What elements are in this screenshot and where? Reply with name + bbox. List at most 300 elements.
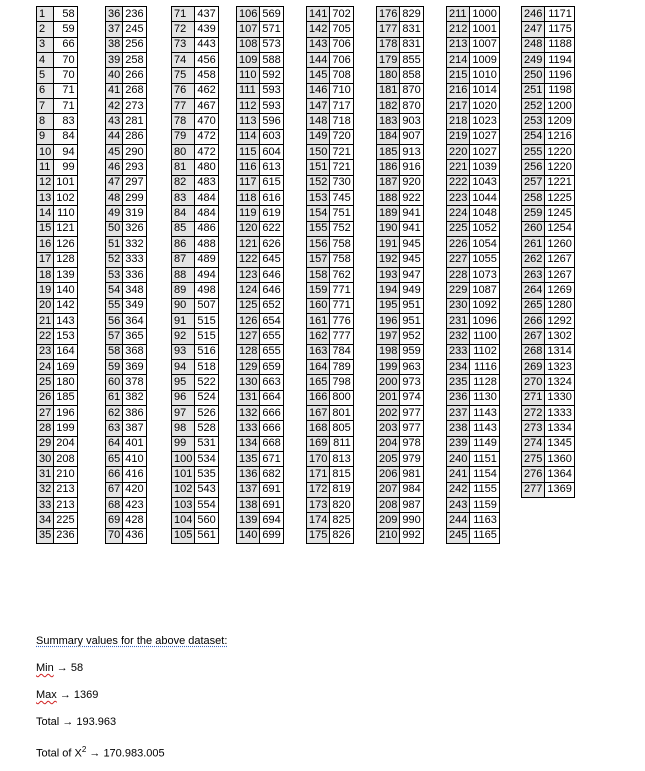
row-value: 126: [54, 237, 77, 252]
row-value: 516: [195, 344, 218, 359]
row-value: 1023: [470, 114, 499, 129]
row-value: 266: [123, 68, 146, 83]
row-index: 237: [447, 405, 470, 420]
table-row: [377, 513, 424, 528]
row-value: 1130: [470, 390, 499, 405]
table-row: [377, 329, 424, 344]
row-index: 102: [172, 482, 195, 497]
table-row: [106, 7, 147, 22]
table-row: [172, 528, 219, 543]
row-value: 1100: [470, 329, 499, 344]
table-row: [37, 451, 78, 466]
row-value: 571: [260, 22, 283, 37]
row-value: 528: [195, 421, 218, 436]
table-row: [237, 390, 284, 405]
row-value: 332: [123, 237, 146, 252]
table-row: [237, 421, 284, 436]
table-row: [37, 436, 78, 451]
row-value: 855: [400, 53, 423, 68]
row-index: 87: [172, 252, 195, 267]
row-value: 1014: [470, 83, 499, 98]
row-value: 348: [123, 283, 146, 298]
row-value: 913: [400, 145, 423, 160]
row-index: 238: [447, 421, 470, 436]
row-index: 218: [447, 114, 470, 129]
row-index: 41: [106, 83, 123, 98]
table-row: [237, 114, 284, 129]
row-value: 1054: [470, 237, 499, 252]
table-row: [237, 313, 284, 328]
table-row: [237, 513, 284, 528]
row-index: 260: [522, 221, 545, 236]
row-value: 143: [54, 313, 77, 328]
row-index: 6: [37, 83, 54, 98]
row-value: 981: [400, 467, 423, 482]
table-row: [172, 99, 219, 114]
table-row: [522, 421, 575, 436]
row-index: 144: [307, 53, 330, 68]
row-value: 752: [330, 221, 353, 236]
table-row: [522, 436, 575, 451]
row-index: 184: [377, 129, 400, 144]
row-value: 593: [260, 83, 283, 98]
row-index: 10: [37, 145, 54, 160]
table-row: [37, 83, 78, 98]
row-value: 462: [195, 83, 218, 98]
row-value: 1009: [470, 53, 499, 68]
row-value: 1333: [545, 405, 574, 420]
row-value: 164: [54, 344, 77, 359]
table-row: [377, 482, 424, 497]
row-index: 77: [172, 99, 195, 114]
table-row: [522, 22, 575, 37]
table-row: [522, 451, 575, 466]
row-index: 71: [172, 7, 195, 22]
row-index: 99: [172, 436, 195, 451]
row-index: 33: [37, 498, 54, 513]
table-row: [377, 160, 424, 175]
row-index: 147: [307, 99, 330, 114]
row-value: 498: [195, 283, 218, 298]
row-index: 160: [307, 298, 330, 313]
row-value: 1324: [545, 375, 574, 390]
row-index: 203: [377, 421, 400, 436]
row-value: 1314: [545, 344, 574, 359]
row-value: 1196: [545, 68, 574, 83]
table-row: [522, 467, 575, 482]
table-row: [237, 237, 284, 252]
table-row: [172, 467, 219, 482]
row-index: 54: [106, 283, 123, 298]
row-index: 204: [377, 436, 400, 451]
row-value: 596: [260, 114, 283, 129]
row-index: 274: [522, 436, 545, 451]
row-value: 1048: [470, 206, 499, 221]
table-row: [447, 22, 500, 37]
table-row: [307, 237, 354, 252]
table-row: [172, 83, 219, 98]
row-index: 227: [447, 252, 470, 267]
row-value: 1188: [545, 37, 574, 52]
row-value: 99: [54, 160, 77, 175]
row-value: 646: [260, 283, 283, 298]
row-value: 604: [260, 145, 283, 160]
table-row: [37, 237, 78, 252]
row-index: 220: [447, 145, 470, 160]
row-value: 1096: [470, 313, 499, 328]
table-row: [447, 436, 500, 451]
row-value: 777: [330, 329, 353, 344]
table-row: [447, 313, 500, 328]
table-row: [377, 344, 424, 359]
row-value: 626: [260, 237, 283, 252]
row-index: 112: [237, 99, 260, 114]
table-row: [307, 267, 354, 282]
table-row: [106, 298, 147, 313]
table-row: [106, 252, 147, 267]
row-value: 1254: [545, 221, 574, 236]
table-row: [237, 68, 284, 83]
row-index: 192: [377, 252, 400, 267]
row-index: 258: [522, 191, 545, 206]
row-value: 524: [195, 390, 218, 405]
table-row: [237, 498, 284, 513]
row-index: 61: [106, 390, 123, 405]
table-row: [237, 160, 284, 175]
row-value: 281: [123, 114, 146, 129]
table-row: [237, 191, 284, 206]
row-index: 97: [172, 405, 195, 420]
row-value: 702: [330, 7, 353, 22]
row-value: 1216: [545, 129, 574, 144]
table-row: [307, 175, 354, 190]
row-value: 1171: [545, 7, 574, 22]
row-value: 831: [400, 37, 423, 52]
table-row: [237, 7, 284, 22]
table-row: [307, 114, 354, 129]
table-row: [522, 145, 575, 160]
table-row: [172, 375, 219, 390]
row-index: 25: [37, 375, 54, 390]
table-row: [447, 390, 500, 405]
row-value: 410: [123, 451, 146, 466]
row-value: 1364: [545, 467, 574, 482]
row-value: 1039: [470, 160, 499, 175]
row-index: 52: [106, 252, 123, 267]
row-index: 170: [307, 451, 330, 466]
row-value: 333: [123, 252, 146, 267]
row-index: 131: [237, 390, 260, 405]
row-value: 416: [123, 467, 146, 482]
row-index: 198: [377, 344, 400, 359]
row-value: 1225: [545, 191, 574, 206]
row-index: 60: [106, 375, 123, 390]
row-value: 522: [195, 375, 218, 390]
row-value: 706: [330, 37, 353, 52]
row-value: 213: [54, 482, 77, 497]
table-row: [377, 405, 424, 420]
row-value: 616: [260, 191, 283, 206]
table-row: [106, 160, 147, 175]
row-index: 254: [522, 129, 545, 144]
table-row: [522, 175, 575, 190]
row-value: 1209: [545, 114, 574, 129]
row-value: 1360: [545, 451, 574, 466]
row-value: 420: [123, 482, 146, 497]
row-value: 815: [330, 467, 353, 482]
row-index: 155: [307, 221, 330, 236]
summary-section: [36, 636, 227, 771]
table-row: [37, 221, 78, 236]
row-value: 721: [330, 145, 353, 160]
table-row: [172, 145, 219, 160]
row-value: 208: [54, 451, 77, 466]
row-index: 128: [237, 344, 260, 359]
table-row: [37, 37, 78, 52]
row-value: 789: [330, 359, 353, 374]
table-row: [37, 267, 78, 282]
row-value: 1267: [545, 267, 574, 282]
row-value: 1323: [545, 359, 574, 374]
row-value: 472: [195, 129, 218, 144]
row-value: 615: [260, 175, 283, 190]
table-row: [172, 344, 219, 359]
row-index: 109: [237, 53, 260, 68]
table-row: [172, 405, 219, 420]
row-index: 19: [37, 283, 54, 298]
row-index: 217: [447, 99, 470, 114]
row-value: 70: [54, 68, 77, 83]
table-row: [237, 298, 284, 313]
row-index: 129: [237, 359, 260, 374]
table-row: [307, 252, 354, 267]
table-row: [106, 114, 147, 129]
row-index: 53: [106, 267, 123, 282]
row-index: 70: [106, 528, 123, 543]
row-index: 107: [237, 22, 260, 37]
table-row: [307, 160, 354, 175]
row-index: 267: [522, 329, 545, 344]
table-row: [172, 191, 219, 206]
row-index: 49: [106, 206, 123, 221]
table-row: [237, 359, 284, 374]
row-index: 37: [106, 22, 123, 37]
table-row: [37, 359, 78, 374]
table-row: [172, 298, 219, 313]
table-row: [106, 145, 147, 160]
row-index: 46: [106, 160, 123, 175]
table-row: [172, 359, 219, 374]
table-row: [37, 482, 78, 497]
row-value: 365: [123, 329, 146, 344]
row-index: 5: [37, 68, 54, 83]
table-row: [447, 206, 500, 221]
row-value: 297: [123, 175, 146, 190]
table-row: [447, 237, 500, 252]
row-value: 945: [400, 252, 423, 267]
table-row: [106, 359, 147, 374]
row-index: 31: [37, 467, 54, 482]
row-index: 47: [106, 175, 123, 190]
row-value: 1149: [470, 436, 499, 451]
row-index: 13: [37, 191, 54, 206]
table-row: [106, 37, 147, 52]
row-value: 811: [330, 436, 353, 451]
row-value: 561: [195, 528, 218, 543]
row-value: 507: [195, 298, 218, 313]
row-value: 588: [260, 53, 283, 68]
row-value: 682: [260, 467, 283, 482]
table-row: [37, 405, 78, 420]
table-row: [237, 405, 284, 420]
row-value: 613: [260, 160, 283, 175]
row-value: 456: [195, 53, 218, 68]
row-value: 671: [260, 451, 283, 466]
row-index: 273: [522, 421, 545, 436]
row-index: 266: [522, 313, 545, 328]
row-index: 108: [237, 37, 260, 52]
row-index: 245: [447, 528, 470, 543]
table-row: [37, 160, 78, 175]
table-row: [37, 252, 78, 267]
row-index: 58: [106, 344, 123, 359]
row-value: 1220: [545, 145, 574, 160]
row-value: 378: [123, 375, 146, 390]
table-row: [307, 221, 354, 236]
row-index: 63: [106, 421, 123, 436]
row-index: 161: [307, 313, 330, 328]
row-value: 798: [330, 375, 353, 390]
row-value: 1155: [470, 482, 499, 497]
row-value: 1044: [470, 191, 499, 206]
row-value: 1302: [545, 329, 574, 344]
table-row: [37, 191, 78, 206]
row-value: 1334: [545, 421, 574, 436]
row-value: 185: [54, 390, 77, 405]
row-value: 1221: [545, 175, 574, 190]
row-value: 1194: [545, 53, 574, 68]
row-index: 154: [307, 206, 330, 221]
row-value: 401: [123, 436, 146, 451]
table-row: [522, 37, 575, 52]
row-index: 179: [377, 53, 400, 68]
row-value: 319: [123, 206, 146, 221]
row-index: 134: [237, 436, 260, 451]
table-row: [377, 99, 424, 114]
row-index: 223: [447, 191, 470, 206]
row-value: 428: [123, 513, 146, 528]
row-value: 84: [54, 129, 77, 144]
row-index: 259: [522, 206, 545, 221]
row-value: 813: [330, 451, 353, 466]
row-index: 190: [377, 221, 400, 236]
row-value: 484: [195, 191, 218, 206]
row-index: 263: [522, 267, 545, 282]
table-row: [447, 37, 500, 52]
table-row: [447, 160, 500, 175]
row-value: 987: [400, 498, 423, 513]
table-row: [377, 313, 424, 328]
row-value: 1116: [470, 359, 499, 374]
table-row: [522, 405, 575, 420]
table-row: [447, 83, 500, 98]
row-value: 1154: [470, 467, 499, 482]
row-value: 472: [195, 145, 218, 160]
row-index: 185: [377, 145, 400, 160]
row-index: 36: [106, 7, 123, 22]
row-value: 645: [260, 252, 283, 267]
table-row: [377, 528, 424, 543]
row-index: 121: [237, 237, 260, 252]
row-index: 119: [237, 206, 260, 221]
table-row: [522, 375, 575, 390]
table-row: [377, 267, 424, 282]
row-index: 116: [237, 160, 260, 175]
table-row: [106, 283, 147, 298]
row-value: 71: [54, 83, 77, 98]
row-value: 992: [400, 528, 423, 543]
data-table-1: [36, 6, 78, 544]
row-index: 146: [307, 83, 330, 98]
row-index: 229: [447, 283, 470, 298]
row-index: 118: [237, 191, 260, 206]
row-index: 272: [522, 405, 545, 420]
row-index: 20: [37, 298, 54, 313]
row-index: 233: [447, 344, 470, 359]
row-index: 175: [307, 528, 330, 543]
row-index: 22: [37, 329, 54, 344]
table-row: [447, 191, 500, 206]
row-index: 255: [522, 145, 545, 160]
row-value: 1267: [545, 252, 574, 267]
table-row: [522, 68, 575, 83]
row-value: 486: [195, 221, 218, 236]
row-value: 784: [330, 344, 353, 359]
row-value: 664: [260, 390, 283, 405]
table-row: [377, 298, 424, 313]
row-value: 820: [330, 498, 353, 513]
row-index: 168: [307, 421, 330, 436]
row-index: 195: [377, 298, 400, 313]
table-row: [522, 160, 575, 175]
row-value: 1000: [470, 7, 499, 22]
row-value: 668: [260, 436, 283, 451]
row-value: 801: [330, 405, 353, 420]
row-index: 130: [237, 375, 260, 390]
row-index: 56: [106, 313, 123, 328]
row-value: 1055: [470, 252, 499, 267]
row-value: 973: [400, 375, 423, 390]
table-row: [106, 482, 147, 497]
row-value: 941: [400, 221, 423, 236]
table-row: [377, 7, 424, 22]
row-index: 247: [522, 22, 545, 37]
table-row: [307, 482, 354, 497]
table-row: [106, 467, 147, 482]
row-value: 751: [330, 206, 353, 221]
row-index: 164: [307, 359, 330, 374]
row-index: 124: [237, 283, 260, 298]
table-row: [522, 83, 575, 98]
table-row: [237, 252, 284, 267]
row-index: 7: [37, 99, 54, 114]
row-index: 89: [172, 283, 195, 298]
row-value: 467: [195, 99, 218, 114]
row-index: 219: [447, 129, 470, 144]
row-value: 720: [330, 129, 353, 144]
row-index: 57: [106, 329, 123, 344]
row-index: 9: [37, 129, 54, 144]
